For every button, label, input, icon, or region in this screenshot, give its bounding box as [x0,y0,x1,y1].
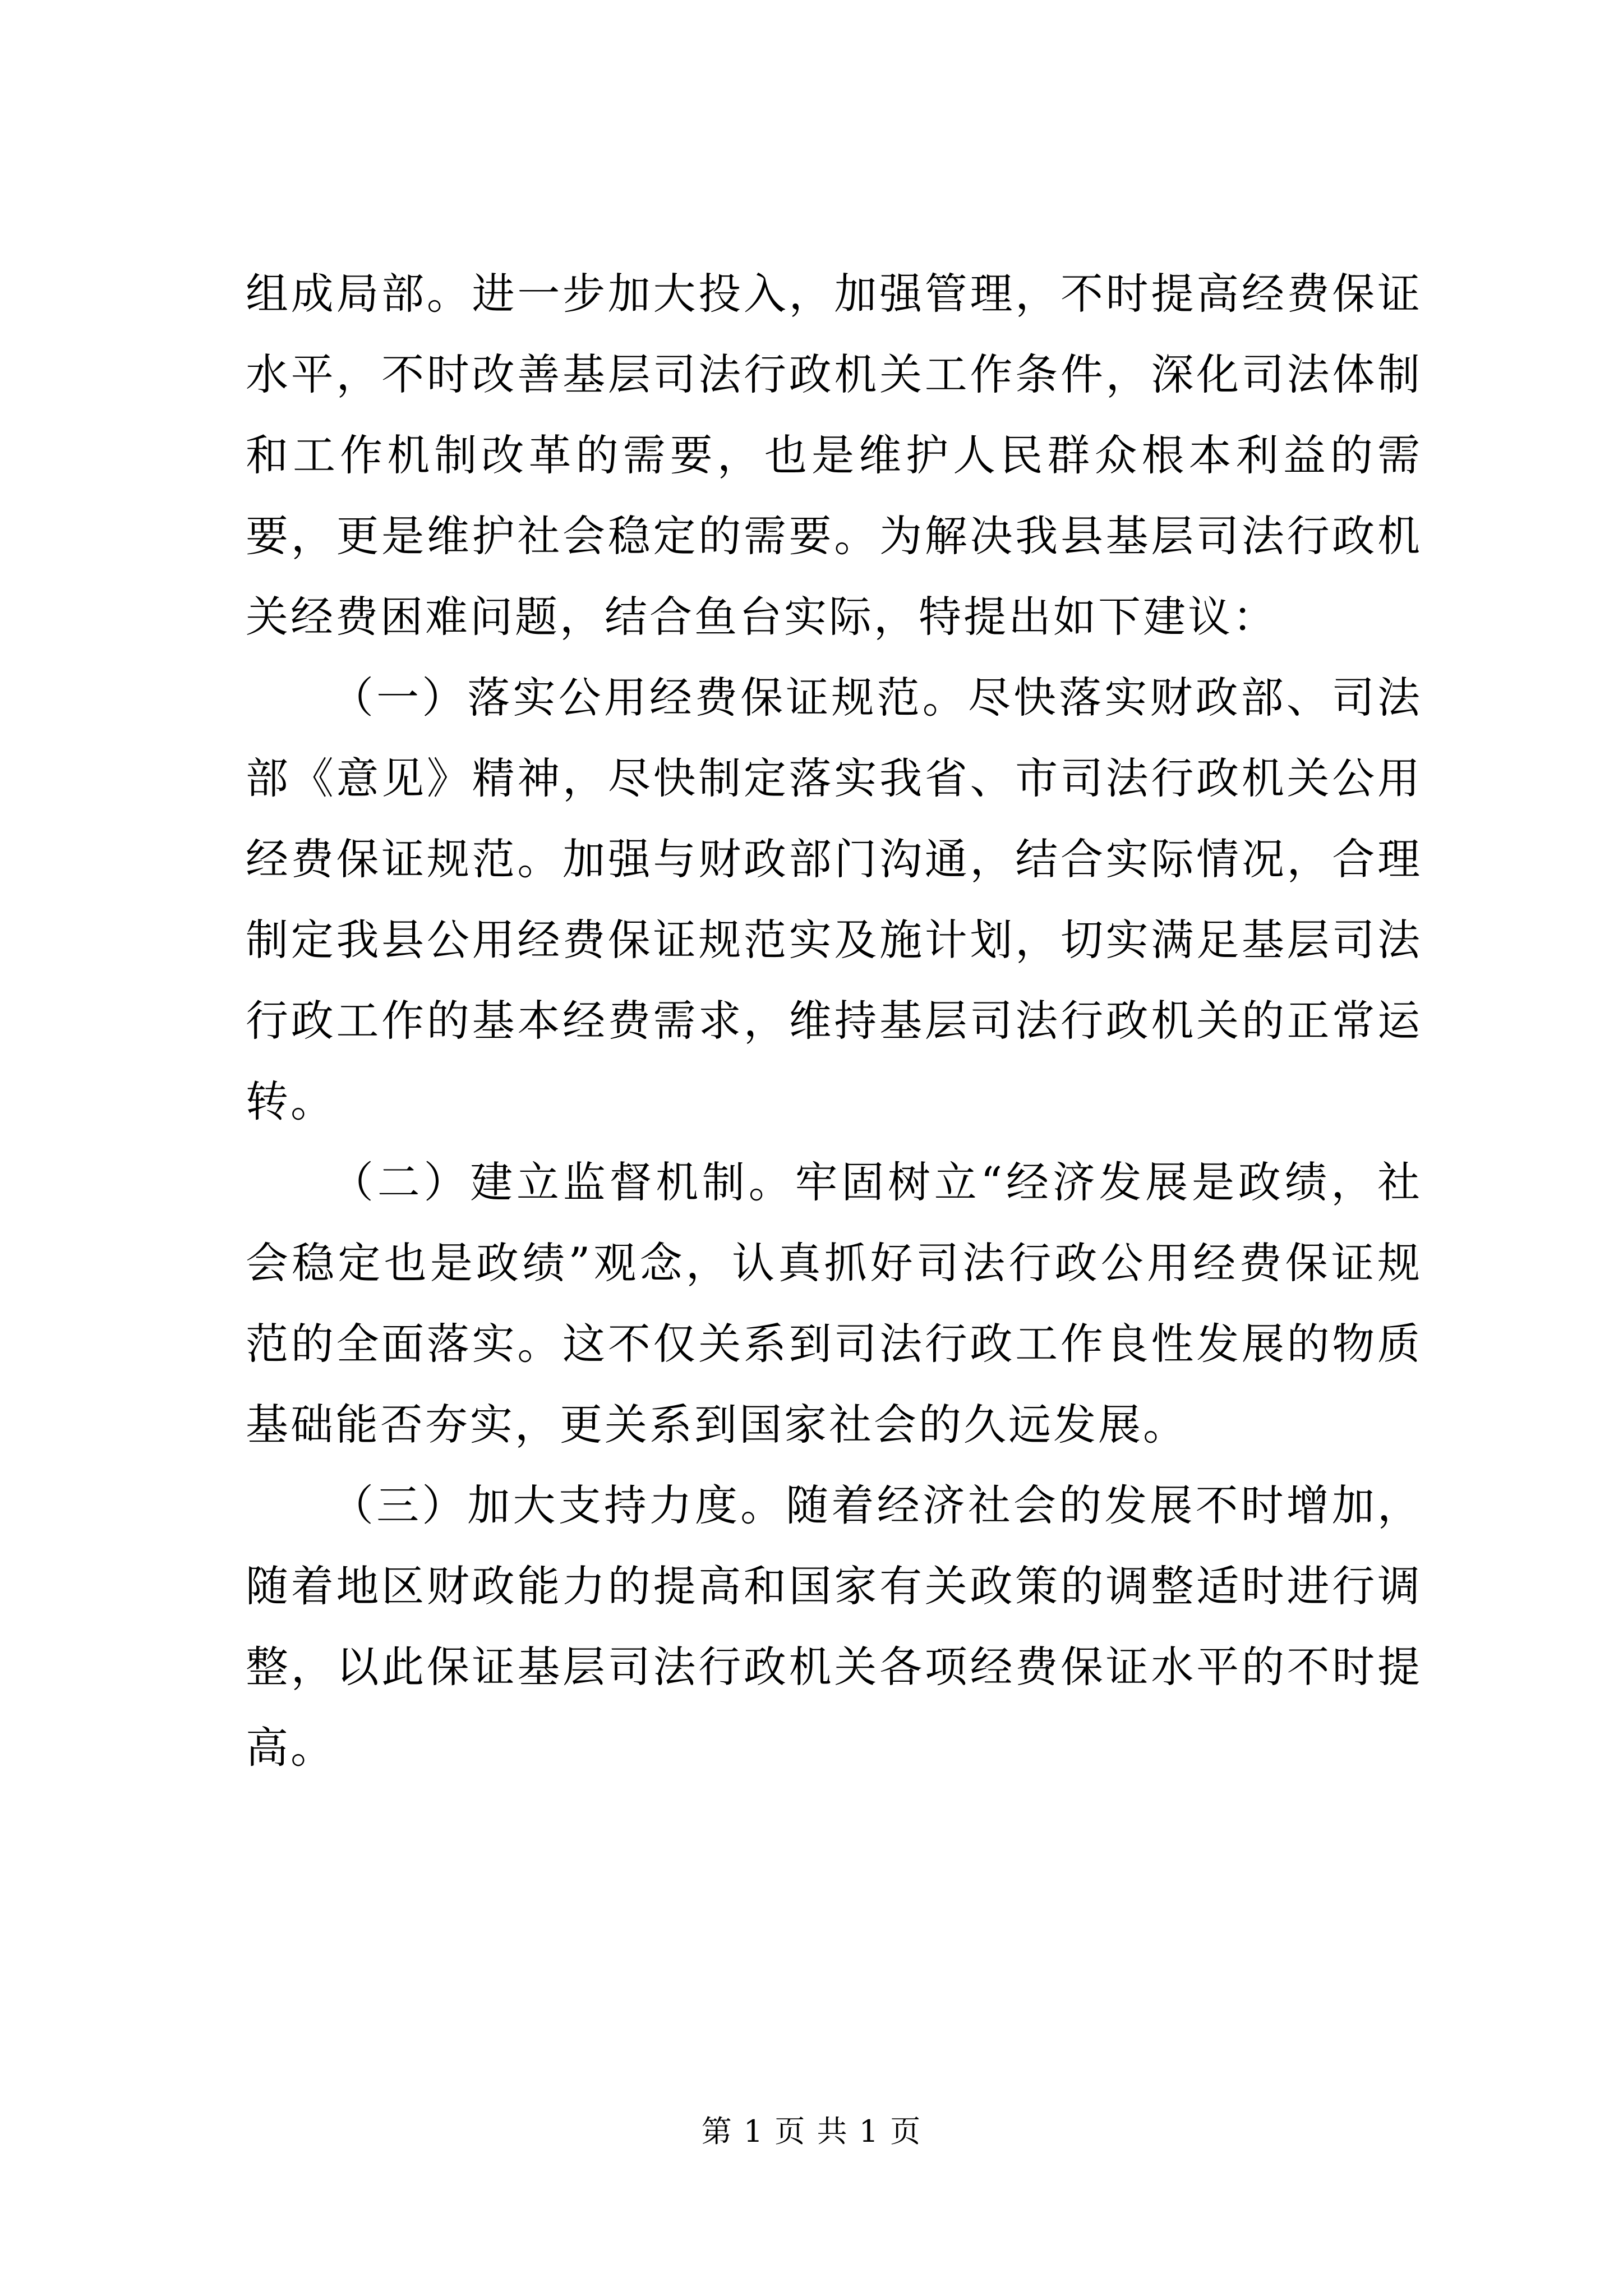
page-number-footer: 第 1 页 共 1 页 [701,2114,922,2149]
paragraph-item-3: （三）加大支持力度。随着经济社会的发展不时增加，随着地区财政能力的提高和国家有关政策的调整适时进行调整，以此保证基层司法行政机关各项经费保证水平的不时提高。 [246,1480,1422,1773]
paragraph-item-2: （二）建立监督机制。牢固树立“经济发展是政绩，社会稳定也是政绩”观念，认真抓好司法行政公用经费保证规范的全面落实。这不仅关系到司法行政工作良性发展的物质基础能否夯实，更关系到国家社会的久远发展。 [246,1157,1422,1450]
document-body [246,254,1422,1788]
paragraph-continuation: 组成局部。进一步加大投入，加强管理，不时提高经费保证水平，不时改善基层司法行政机关工作条件，深化司法体制和工作机制改革的需要，也是维护人民群众根本利益的需要，更是维护社会稳定的需要。为解决我县基层司法行政机关经费困难问题，结合鱼台实际，特提出如下建议： [246,269,1422,642]
paragraph-item-1: （一）落实公用经费保证规范。尽快落实财政部、司法部《意见》精神，尽快制定落实我省、市司法行政机关公用经费保证规范。加强与财政部门沟通，结合实际情况，合理制定我县公用经费保证规范实及施计划，切实满足基层司法行政工作的基本经费需求，维持基层司法行政机关的正常运转。 [246,673,1422,1126]
